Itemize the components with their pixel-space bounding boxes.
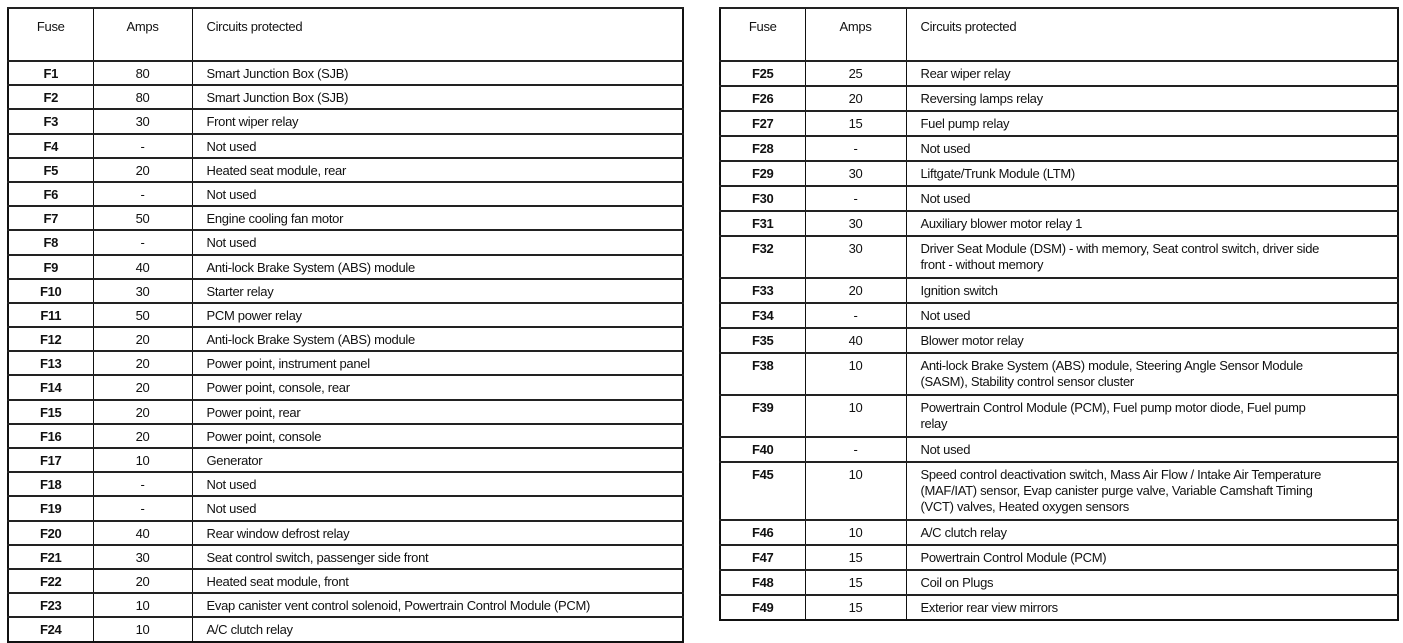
table-row — [720, 111, 1398, 136]
table-row — [720, 395, 1398, 437]
table-row — [8, 279, 683, 303]
amps-cell: - — [93, 472, 192, 496]
fuse-cell: F26 — [720, 86, 805, 111]
table-row — [8, 375, 683, 399]
table-row — [720, 278, 1398, 303]
table-row — [8, 472, 683, 496]
fuse-cell: F47 — [720, 545, 805, 570]
fuse-cell: F48 — [720, 570, 805, 595]
table-row — [8, 521, 683, 545]
amps-cell: 20 — [805, 86, 906, 111]
amps-cell: 10 — [805, 462, 906, 520]
fuse-cell: F1 — [8, 61, 93, 85]
circuit-cell: Generator — [192, 448, 683, 472]
amps-cell: 10 — [805, 395, 906, 437]
amps-cell: 15 — [805, 570, 906, 595]
table-row — [720, 211, 1398, 236]
amps-cell: - — [805, 136, 906, 161]
fuse-cell: F34 — [720, 303, 805, 328]
amps-cell: - — [805, 303, 906, 328]
fuse-cell: F10 — [8, 279, 93, 303]
circuit-cell: PCM power relay — [192, 303, 683, 327]
amps-cell: 50 — [93, 303, 192, 327]
circuit-cell: Rear wiper relay — [906, 61, 1398, 86]
circuit-cell: Exterior rear view mirrors — [906, 595, 1398, 620]
fuse-cell: F13 — [8, 351, 93, 375]
header-row — [8, 8, 683, 61]
circuit-cell: Powertrain Control Module (PCM) — [906, 545, 1398, 570]
amps-cell: 40 — [93, 255, 192, 279]
circuit-cell: Driver Seat Module (DSM) - with memory, Seat control switch, driver side front - without memory — [906, 236, 1398, 278]
table-row — [8, 351, 683, 375]
amps-cell: 20 — [93, 424, 192, 448]
amps-cell: - — [805, 186, 906, 211]
header-fuse: Fuse — [720, 8, 805, 61]
table-row — [720, 545, 1398, 570]
circuit-cell: A/C clutch relay — [192, 617, 683, 641]
amps-cell: 20 — [93, 569, 192, 593]
fuse-cell: F30 — [720, 186, 805, 211]
table-row — [8, 85, 683, 109]
circuit-cell: Evap canister vent control solenoid, Powertrain Control Module (PCM) — [192, 593, 683, 617]
fuse-cell: F15 — [8, 400, 93, 424]
amps-cell: 30 — [93, 545, 192, 569]
circuit-cell: Not used — [906, 437, 1398, 462]
table-row — [720, 462, 1398, 520]
amps-cell: 10 — [93, 448, 192, 472]
amps-cell: 20 — [93, 400, 192, 424]
fuse-cell: F25 — [720, 61, 805, 86]
amps-cell: 30 — [805, 161, 906, 186]
fuse-cell: F5 — [8, 158, 93, 182]
circuit-cell: Heated seat module, front — [192, 569, 683, 593]
amps-cell: - — [93, 496, 192, 520]
fuse-cell: F39 — [720, 395, 805, 437]
circuit-cell: Blower motor relay — [906, 328, 1398, 353]
circuit-cell: Not used — [906, 303, 1398, 328]
fuse-cell: F46 — [720, 520, 805, 545]
circuit-cell: Smart Junction Box (SJB) — [192, 85, 683, 109]
header-circuits: Circuits protected — [192, 8, 683, 61]
table-row — [8, 593, 683, 617]
table-row — [720, 303, 1398, 328]
table-row — [8, 424, 683, 448]
amps-cell: 30 — [805, 211, 906, 236]
table-row — [720, 236, 1398, 278]
table-row — [720, 328, 1398, 353]
amps-cell: 20 — [93, 375, 192, 399]
table-row — [8, 303, 683, 327]
amps-cell: 15 — [805, 545, 906, 570]
fuse-cell: F45 — [720, 462, 805, 520]
circuit-cell: Heated seat module, rear — [192, 158, 683, 182]
table-row — [8, 61, 683, 85]
header-row — [720, 8, 1398, 61]
fuse-cell: F19 — [8, 496, 93, 520]
table-row — [720, 570, 1398, 595]
amps-cell: 20 — [93, 158, 192, 182]
table-row — [720, 520, 1398, 545]
fuse-cell: F3 — [8, 109, 93, 133]
fuse-cell: F40 — [720, 437, 805, 462]
circuit-cell: Power point, console, rear — [192, 375, 683, 399]
circuit-cell: Coil on Plugs — [906, 570, 1398, 595]
circuit-cell: Reversing lamps relay — [906, 86, 1398, 111]
circuit-cell: Not used — [192, 496, 683, 520]
fuse-table-right — [719, 7, 1399, 621]
amps-cell: 30 — [93, 109, 192, 133]
table-row — [8, 545, 683, 569]
circuit-cell: Anti-lock Brake System (ABS) module — [192, 327, 683, 351]
circuit-cell: Anti-lock Brake System (ABS) module, Steering Angle Sensor Module (SASM), Stability control sensor cluster — [906, 353, 1398, 395]
fuse-cell: F16 — [8, 424, 93, 448]
amps-cell: 10 — [93, 593, 192, 617]
table-row — [8, 569, 683, 593]
amps-cell: - — [93, 182, 192, 206]
circuit-cell: Speed control deactivation switch, Mass Air Flow / Intake Air Temperature (MAF/IAT) sensor, Evap canister purge valve, Variable Camshaft Timing (VCT) valves, Heated oxygen sensors — [906, 462, 1398, 520]
circuit-cell: Auxiliary blower motor relay 1 — [906, 211, 1398, 236]
table-row — [8, 255, 683, 279]
fuse-cell: F35 — [720, 328, 805, 353]
table-row — [8, 109, 683, 133]
fuse-cell: F38 — [720, 353, 805, 395]
fuse-cell: F24 — [8, 617, 93, 641]
circuit-cell: A/C clutch relay — [906, 520, 1398, 545]
circuit-cell: Not used — [906, 136, 1398, 161]
circuit-cell: Power point, rear — [192, 400, 683, 424]
circuit-cell: Power point, console — [192, 424, 683, 448]
header-amps: Amps — [93, 8, 192, 61]
fuse-cell: F22 — [8, 569, 93, 593]
table-row — [8, 400, 683, 424]
circuit-cell: Power point, instrument panel — [192, 351, 683, 375]
circuit-cell: Not used — [192, 182, 683, 206]
table-row — [720, 86, 1398, 111]
table-row — [8, 134, 683, 158]
amps-cell: - — [93, 230, 192, 254]
fuse-cell: F31 — [720, 211, 805, 236]
fuse-table-left — [7, 7, 684, 643]
table-row — [8, 206, 683, 230]
circuit-cell: Not used — [906, 186, 1398, 211]
amps-cell: 20 — [93, 351, 192, 375]
amps-cell: 80 — [93, 61, 192, 85]
fuse-cell: F11 — [8, 303, 93, 327]
circuit-cell: Not used — [192, 134, 683, 158]
table-row — [720, 595, 1398, 620]
circuit-cell: Ignition switch — [906, 278, 1398, 303]
table-row — [720, 186, 1398, 211]
fuse-cell: F4 — [8, 134, 93, 158]
amps-cell: - — [805, 437, 906, 462]
fuse-cell: F9 — [8, 255, 93, 279]
amps-cell: 20 — [93, 327, 192, 351]
fuse-cell: F32 — [720, 236, 805, 278]
circuit-cell: Fuel pump relay — [906, 111, 1398, 136]
circuit-cell: Not used — [192, 472, 683, 496]
fuse-cell: F27 — [720, 111, 805, 136]
circuit-cell: Not used — [192, 230, 683, 254]
header-fuse: Fuse — [8, 8, 93, 61]
amps-cell: 50 — [93, 206, 192, 230]
amps-cell: 40 — [805, 328, 906, 353]
table-row — [720, 136, 1398, 161]
amps-cell: - — [93, 134, 192, 158]
circuit-cell: Front wiper relay — [192, 109, 683, 133]
amps-cell: 30 — [93, 279, 192, 303]
circuit-cell: Engine cooling fan motor — [192, 206, 683, 230]
fuse-cell: F14 — [8, 375, 93, 399]
amps-cell: 20 — [805, 278, 906, 303]
circuit-cell: Seat control switch, passenger side front — [192, 545, 683, 569]
circuit-cell: Smart Junction Box (SJB) — [192, 61, 683, 85]
fuse-cell: F2 — [8, 85, 93, 109]
header-circuits: Circuits protected — [906, 8, 1398, 61]
table-row — [720, 353, 1398, 395]
table-row — [8, 182, 683, 206]
amps-cell: 40 — [93, 521, 192, 545]
header-amps: Amps — [805, 8, 906, 61]
table-row — [720, 61, 1398, 86]
table-row — [8, 448, 683, 472]
amps-cell: 10 — [805, 520, 906, 545]
table-row — [8, 496, 683, 520]
fuse-cell: F6 — [8, 182, 93, 206]
circuit-cell: Powertrain Control Module (PCM), Fuel pump motor diode, Fuel pump relay — [906, 395, 1398, 437]
amps-cell: 10 — [805, 353, 906, 395]
fuse-cell: F23 — [8, 593, 93, 617]
table-row — [8, 230, 683, 254]
circuit-cell: Starter relay — [192, 279, 683, 303]
amps-cell: 15 — [805, 595, 906, 620]
fuse-cell: F33 — [720, 278, 805, 303]
amps-cell: 80 — [93, 85, 192, 109]
table-row — [8, 158, 683, 182]
fuse-cell: F17 — [8, 448, 93, 472]
amps-cell: 15 — [805, 111, 906, 136]
fuse-cell: F21 — [8, 545, 93, 569]
amps-cell: 25 — [805, 61, 906, 86]
circuit-cell: Liftgate/Trunk Module (LTM) — [906, 161, 1398, 186]
circuit-cell: Rear window defrost relay — [192, 521, 683, 545]
fuse-cell: F18 — [8, 472, 93, 496]
amps-cell: 30 — [805, 236, 906, 278]
table-row — [8, 327, 683, 351]
table-row — [720, 161, 1398, 186]
fuse-cell: F7 — [8, 206, 93, 230]
fuse-cell: F29 — [720, 161, 805, 186]
fuse-cell: F12 — [8, 327, 93, 351]
fuse-cell: F8 — [8, 230, 93, 254]
fuse-cell: F49 — [720, 595, 805, 620]
amps-cell: 10 — [93, 617, 192, 641]
fuse-cell: F20 — [8, 521, 93, 545]
fuse-cell: F28 — [720, 136, 805, 161]
table-row — [720, 437, 1398, 462]
circuit-cell: Anti-lock Brake System (ABS) module — [192, 255, 683, 279]
